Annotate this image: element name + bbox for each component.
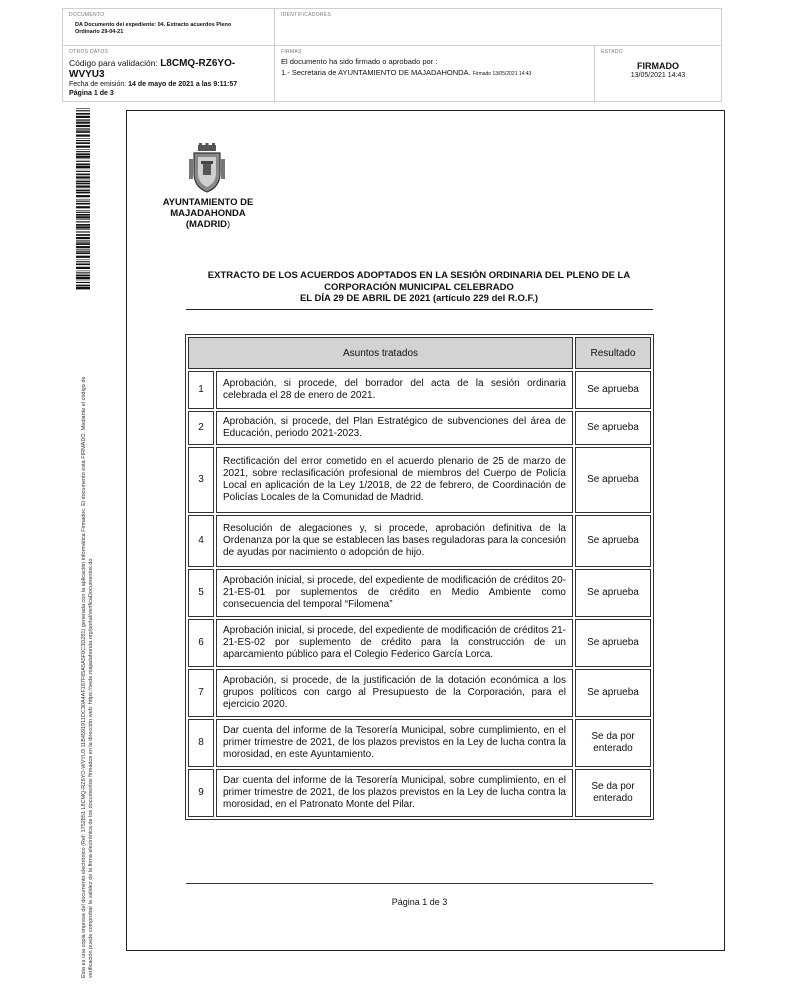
firmas-cell	[275, 46, 595, 101]
coat-of-arms-icon	[186, 143, 228, 193]
item-number: 3	[188, 447, 214, 513]
table-row	[188, 669, 651, 717]
table-row	[188, 619, 651, 667]
documento-cell	[63, 9, 275, 46]
signature-header	[62, 8, 722, 102]
item-result: Se da por enterado	[575, 719, 651, 767]
identificadores-label: IDENTIFICADORES	[281, 12, 332, 18]
col-resultado-header: Resultado	[575, 337, 651, 369]
agenda-table	[185, 334, 654, 820]
document-title: EXTRACTO DE LOS ACUERDOS ADOPTADOS EN LA SESIÓN ORDINARIA DEL PLENO DE LA CORPORACIÓN MUNICIPAL CELEBRADO EL DÍA 29 DE ABRIL DE 2021 (artículo 229 del R.O.F.)	[207, 270, 631, 304]
firmas-intro: El documento ha sido firmado o aprobado por :	[281, 57, 438, 66]
item-description: Aprobación inicial, si procede, del expediente de modificación de créditos 20-21-ES-01 por suplementos de crédito en Medio Ambiente como consecuencia del temporal “Filomena”	[216, 569, 573, 617]
item-description: Aprobación inicial, si procede, del expediente de modificación de créditos 21-21-ES-02 por suplemento de crédito para la construcción de un aparcamiento público para el Colegio Federico García Lorca.	[216, 619, 573, 667]
otros-datos-label: OTROS DATOS	[69, 49, 109, 55]
item-result: Se da por enterado	[575, 769, 651, 817]
estado-cell	[595, 46, 721, 101]
estado-date: 13/05/2021 14:43	[630, 72, 686, 79]
item-number: 9	[188, 769, 214, 817]
table-row	[188, 515, 651, 567]
item-description: Dar cuenta del informe de la Tesorería Municipal, sobre cumplimiento, en el primer trimestre de 2021, de los plazos previstos en la Ley de lucha contra la morosidad, en el Patronato Monte del Pilar.	[216, 769, 573, 817]
table-row	[188, 569, 651, 617]
firmas-label: FIRMAS	[281, 49, 302, 55]
item-result: Se aprueba	[575, 619, 651, 667]
item-number: 7	[188, 669, 214, 717]
item-number: 6	[188, 619, 214, 667]
item-description: Aprobación, si procede, de la justificación de la dotación económica a los grupos políticos con cargo al Presupuesto de la Corporación, para el ejercicio 2020.	[216, 669, 573, 717]
estado-value: FIRMADO	[637, 61, 679, 71]
estado-label: ESTADO	[601, 49, 623, 55]
table-row	[188, 447, 651, 513]
item-description: Dar cuenta del informe de la Tesorería Municipal, sobre cumplimiento, en el primer trimestre de 2021, de los plazos previstos en la Ley de lucha contra la morosidad, en este Ayuntamiento.	[216, 719, 573, 767]
item-description: Aprobación, si procede, del borrador del acta de la sesión ordinaria celebrada el 28 de enero de 2021.	[216, 371, 573, 409]
page-count: Página 1 de 3	[69, 90, 114, 97]
item-result: Se aprueba	[575, 569, 651, 617]
item-result: Se aprueba	[575, 669, 651, 717]
firmas-signer: 1.- Secretaria de AYUNTAMIENTO DE MAJADAHONDA. Firmado 13/05/2021 14:43	[281, 68, 532, 77]
item-number: 4	[188, 515, 214, 567]
entity-name: AYUNTAMIENTO DE MAJADAHONDA (MADRID)	[162, 197, 254, 230]
item-result: Se aprueba	[575, 515, 651, 567]
item-description: Aprobación, si procede, del Plan Estratégico de subvenciones del área de Educación, periodo 2021-2023.	[216, 411, 573, 445]
item-number: 8	[188, 719, 214, 767]
col-asuntos-header: Asuntos tratados	[188, 337, 573, 369]
footer-page-number: Página 1 de 3	[391, 897, 448, 907]
item-result: Se aprueba	[575, 447, 651, 513]
table-row	[188, 719, 651, 767]
barcode-icon	[76, 108, 90, 290]
item-number: 5	[188, 569, 214, 617]
item-description: Resolución de alegaciones y, si procede, aprobación definitiva de la Ordenanza por la que se establecen las bases reguladoras para la concesión de ayudas por nacimiento o adopción de hijo.	[216, 515, 573, 567]
identificadores-cell	[275, 9, 721, 46]
table-row	[188, 371, 651, 409]
title-divider	[186, 309, 653, 310]
table-header-row	[188, 337, 651, 369]
item-number: 2	[188, 411, 214, 445]
item-number: 1	[188, 371, 214, 409]
emission-date: Fecha de emisión: 14 de mayo de 2021 a las 9:11:57	[69, 81, 238, 88]
item-result: Se aprueba	[575, 371, 651, 409]
otros-datos-cell	[63, 46, 275, 101]
validation-code: Código para validación: L8CMQ-RZ6YO-WVYU3	[69, 58, 236, 80]
documento-label: DOCUMENTO	[69, 12, 105, 18]
item-description: Rectificación del error cometido en el acuerdo plenario de 25 de marzo de 2021, sobre reclasificación profesional de miembros del Cuerpo de Policía Local en aplicación de la Ley 1/2018, de 22 de febrero, de Coordinación de Policías Locales de la Comunidad de Madrid.	[216, 447, 573, 513]
documento-title: DA Documento del expediente: 04. Extracto acuerdos Pleno Ordinario 29-04-21	[75, 22, 232, 35]
item-result: Se aprueba	[575, 411, 651, 445]
table-row	[188, 769, 651, 817]
footer-divider	[186, 883, 653, 884]
verification-side-text: Esta es una copia impresa del documento electrónico (Ref: 1752851 L8CMQ-RZ6YO-WVYU3 11B4591911DC30A4AF187F65A5A5F0C3D281) generada con la aplicación informática Firmadoc. El documento está FIRMADO. Mediante el código de verificación puede comprobar la validez de la firma electrónica de los documentos firmados en la dirección web: https://sede.majadahonda.org/portal/verificaDocumentos.do	[81, 376, 94, 978]
table-row	[188, 411, 651, 445]
